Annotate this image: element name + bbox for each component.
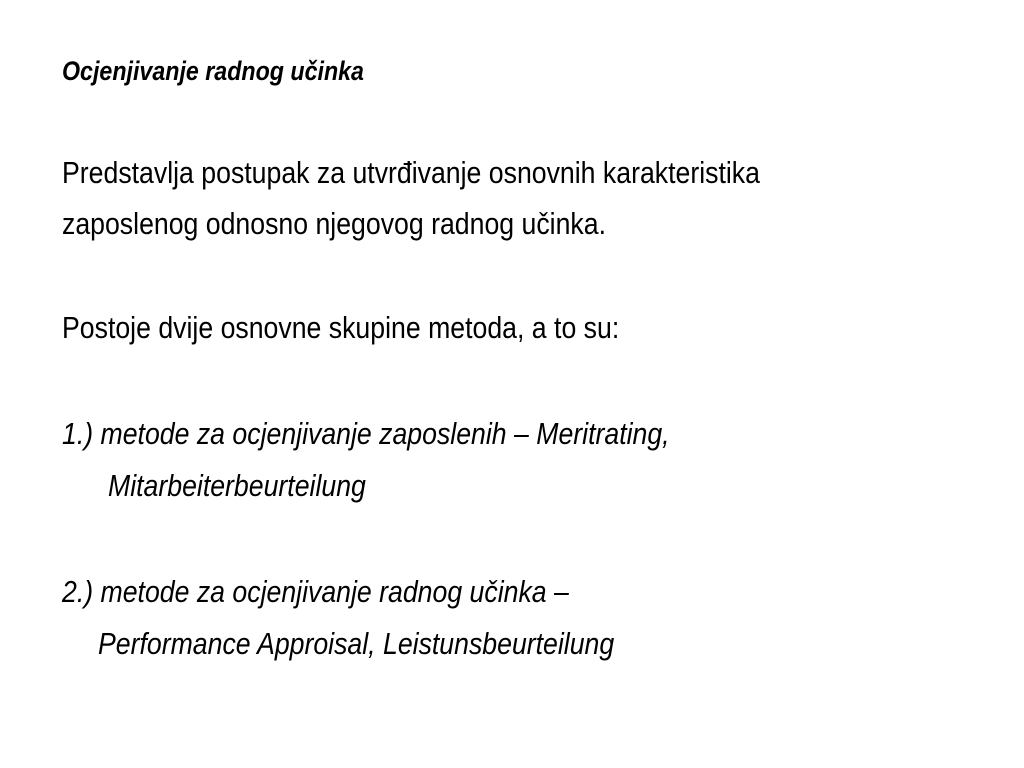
paragraph-1-line-1: Predstavlja postupak za utvrđivanje osnovnih karakteristika: [62, 155, 760, 190]
method-1-line-1: 1.) metode za ocjenjivanje zaposlenih – Meritrating,: [62, 416, 670, 451]
method-2-line-1: 2.) metode za ocjenjivanje radnog učinka –: [62, 574, 569, 609]
method-1-line-2: Mitarbeiterbeurteilung: [108, 468, 366, 503]
method-2-line-2: Performance Approisal, Leistunsbeurteilung: [98, 626, 615, 661]
slide-title: Ocjenjivanje radnog učinka: [62, 56, 364, 86]
paragraph-2: Postoje dvije osnovne skupine metoda, a to su:: [62, 310, 620, 345]
paragraph-1-line-2: zaposlenog odnosno njegovog radnog učinka.: [62, 206, 607, 241]
